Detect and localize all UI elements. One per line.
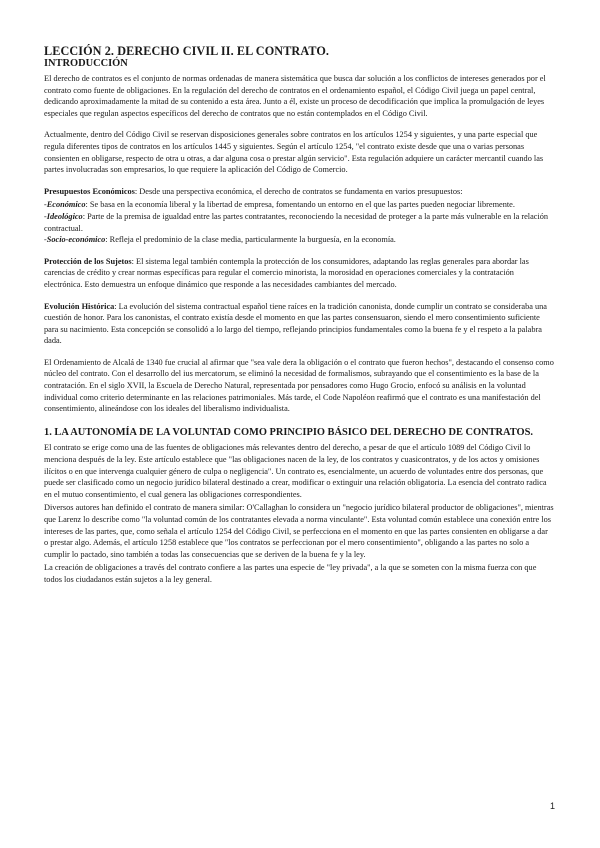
proteccion-text: : El sistema legal también contempla la protección de los consumidores, adaptando las reglas generales para abordar las carencias de crédito y crear normas específicas para regular el comercio minorista, la morosidad en operaciones comerciales y la contratación electrónica. Esto demuestra un enfoque dinámico que responde a las necesidades cambiantes del mercado.: [44, 256, 529, 289]
ideologico-label: -Ideológico: [44, 211, 83, 221]
presupuestos-paragraph: [44, 186, 554, 198]
page-number: 1: [550, 801, 556, 811]
ideologico-paragraph: [44, 211, 554, 234]
economico-text: : Se basa en la economía liberal y la libertad de empresa, fomentando un entorno en el que las partes pueden negociar libremente.: [85, 200, 515, 210]
title-bold: EL CONTRATO.: [236, 44, 330, 58]
ideologico-text: : Parte de la premisa de igualdad entre las partes contratantes, reconociendo la necesidad de proteger a la parte más vulnerable en la relación contractual.: [44, 211, 549, 233]
proteccion-paragraph: [44, 256, 554, 291]
section-1-paragraph-1: El contrato se erige como una de las fuentes de obligaciones más relevantes dentro del derecho, a pesar de que el artículo 1089 del Código Civil lo menciona después de la ley. Este artículo establece que "las obligaciones nacen de la ley, de los contratos y cuasicontratos, y de los actos y omisiones ilícitos o en que intervenga cualquier género de culpa o negligencia". Un contrato es, esencialmente, un acuerdo de voluntades entre dos personas, que puede ser clasificado como un negocio jurídico bilateral destinado a crear, modificar o extinguir una relación obligatoria. La esencia del contrato radica en el mutuo consentimiento, el cual genera las obligaciones correspondientes.: [44, 443, 547, 499]
intro-paragraph-1: El derecho de contratos es el conjunto de normas ordenadas de manera sistemática que busca dar solución a los conflictos de intereses generados por el contrato como fuente de obligaciones. En la regulación del derecho de contratos en el ordenamiento español, el Código Civil juega un papel central, dedicando aproximadamente la mitad de su contenido a esta área. Junto a él, existe un proceso de decodificación que implica la promulgación de leyes especiales que regulan aspectos específicos del derecho de contratos que no están contemplados en el Código Civil.: [44, 74, 546, 118]
title-prefix: LECCIÓN 2. DERECHO CIVIL II.: [44, 44, 234, 58]
socio-economico-text: : Refleja el predominio de la clase media, particularmente la burguesía, en la economía.: [105, 235, 396, 245]
section-1-heading: 1. LA AUTONOMÍA DE LA VOLUNTAD COMO PRINCIPIO BÁSICO DEL DERECHO DE CONTRATOS.: [44, 426, 533, 438]
historia-paragraph: El Ordenamiento de Alcalá de 1340 fue crucial al afirmar que "sea vale dera la obligación o el contrato que fueron hechos", destacando el consenso como núcleo del contrato. Con el desarrollo del ius mercatorum, se eliminó la necesidad de formalismos, subrayando que el consentimiento es la base de la contratación. En el siglo XVII, la Escuela de Derecho Natural, representada por pensadores como Hugo Grocio, enfocó su análisis en la voluntad individual como criterio determinante en las relaciones patrimoniales. Más tarde, el Code Napoléon reafirmó que el contrato es una manifestación del consentimiento, alineándose con los ideales del liberalismo individualista.: [44, 357, 554, 414]
intro-paragraph-2: Actualmente, dentro del Código Civil se reservan disposiciones generales sobre contratos en los artículos 1254 y siguientes, y una parte especial que regula diferentes tipos de contratos en los artículos 1445 y siguientes. Según el artículo 1254, "el contrato existe desde que una o varias personas consienten en obligarse, respecto de otra u otras, a dar alguna cosa o prestar algún servicio". Esta regulación adquiere un carácter mercantil cuando las partes involucradas son empresarios, lo que requiere la aplicación del Código de Comercio.: [44, 130, 544, 175]
socio-economico-paragraph: [44, 234, 554, 246]
presupuestos-text: : Desde una perspectiva económica, el derecho de contratos se fundamenta en varios presupuestos:: [134, 186, 463, 196]
evolucion-paragraph: [44, 301, 554, 347]
section-1-paragraph-3: La creación de obligaciones a través del contrato confiere a las partes una especie de "ley privada", a la que se someten con la misma fuerza con que todos los ciudadanos están sujetos a la ley general.: [44, 563, 537, 584]
economico-paragraph: [44, 199, 554, 211]
proteccion-label: Protección de los Sujetos: [44, 256, 132, 266]
intro-heading: INTRODUCCIÓN: [44, 58, 128, 69]
evolucion-text: : La evolución del sistema contractual español tiene raíces en la tradición canonista, donde cumplir un contrato se consideraba una cuestión de honor. Para los canonistas, el contrato existía desde el momento en que las partes consensuaron, siendo el mero consentimiento suficiente para su nacimiento. Esta concepción se consolidó a lo largo del tiempo, reflejando principios fundamentales como la buena fe y el respeto a la palabra dada.: [44, 301, 547, 346]
economico-label: -Económico: [44, 200, 86, 210]
evolucion-label: Evolución Histórica: [44, 301, 115, 311]
socio-economico-label: -Socio-económico: [44, 235, 106, 245]
document-page: [44, 44, 554, 585]
presupuestos-label: Presupuestos Económicos: [44, 186, 135, 196]
section-1-paragraph-2: Diversos autores han definido el contrato de manera similar: O'Callaghan lo considera un "negocio jurídico bilateral productor de obligaciones", mientras que Larenz lo describe como "la voluntad común de los contratantes elevada a norma vinculante". Esta voluntad común establece una conexión entre los intereses de las partes, que, como señala el artículo 1254 del Código Civil, se perfecciona en el momento en que las partes consienten en obligarse a dar o prestar algo. Además, el artículo 1258 establece que "los contratos se perfeccionan por el mero consentimiento", obligando a las partes no solo a cumplir lo pactado, sino también a todas las consecuencias que se deriven de la buena fe y la ley.: [44, 503, 554, 559]
document-title: [44, 44, 554, 58]
